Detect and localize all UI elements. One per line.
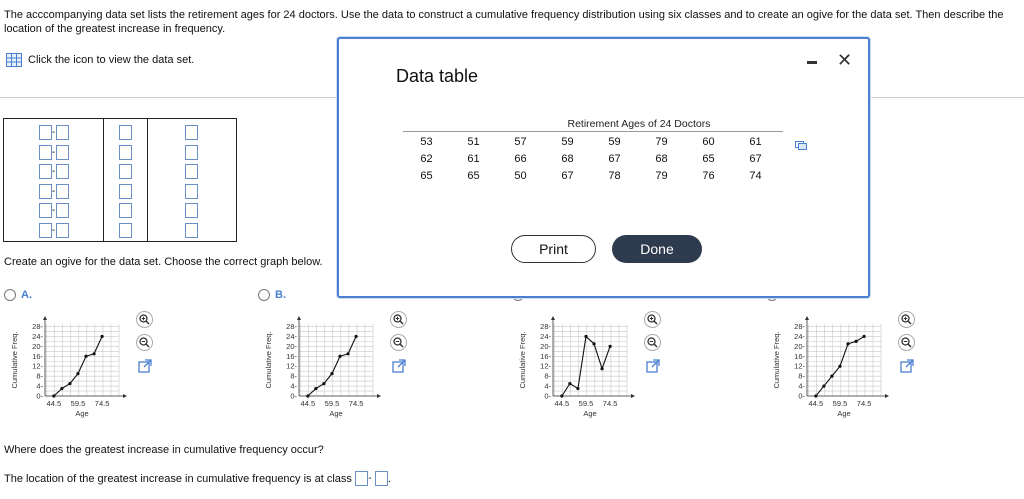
- data-cell: 65: [467, 170, 480, 182]
- x-tick-label: 44.5: [808, 399, 824, 408]
- question-text: The acccompanying data set lists the retirement ages for 24 doctors. Use the data to construct a cumulative frequency distribution using six classes and to create an ogive for the data set. Then describe the location of the greatest increase in frequency.: [4, 9, 1004, 35]
- dataset-link[interactable]: [6, 53, 194, 67]
- y-tick-label: 4-: [798, 381, 805, 391]
- ogive-graph-c: [516, 306, 636, 424]
- graph-d-tools: [898, 311, 915, 374]
- class-lower-input[interactable]: [39, 164, 52, 179]
- ogive-point: [330, 372, 333, 375]
- x-tick-label: 44.5: [300, 399, 316, 408]
- print-button[interactable]: Print: [511, 235, 596, 263]
- frequency-column: [104, 119, 148, 241]
- ogive-point: [92, 352, 95, 355]
- ogive-point: [838, 365, 841, 368]
- data-cell: 79: [655, 136, 668, 148]
- answer-prefix: The location of the greatest increase in cumulative frequency is at class: [4, 472, 352, 485]
- y-tick-label: 0-: [290, 391, 297, 401]
- ogive-point: [322, 382, 325, 385]
- class-dash: -: [51, 127, 56, 139]
- x-axis-arrow: [377, 394, 381, 398]
- y-tick-label: 8-: [798, 371, 805, 381]
- x-axis-arrow: [123, 394, 127, 398]
- x-tick-label: 44.5: [554, 399, 570, 408]
- x-tick-label: 59.5: [324, 399, 340, 408]
- minimize-icon[interactable]: [807, 61, 817, 64]
- zoom-in-icon[interactable]: [136, 311, 153, 328]
- data-cell: 60: [702, 136, 715, 148]
- ogive-point: [592, 342, 595, 345]
- graph-c-tools: [644, 311, 661, 374]
- y-tick-label: 4-: [290, 381, 297, 391]
- cumulative-frequency-input[interactable]: [185, 145, 198, 160]
- external-link-icon[interactable]: [898, 357, 915, 374]
- external-link-icon[interactable]: [136, 357, 153, 374]
- class-upper-input[interactable]: [56, 164, 69, 179]
- data-table: [403, 118, 783, 184]
- class-row: [39, 162, 69, 182]
- class-upper-input[interactable]: [56, 203, 69, 218]
- y-tick-label: 16-: [32, 351, 43, 361]
- y-tick-label: 24-: [286, 331, 297, 341]
- ogive-graph-d: [770, 306, 890, 424]
- cumulative-frequency-input[interactable]: [185, 223, 198, 238]
- frequency-input[interactable]: [119, 164, 132, 179]
- zoom-out-icon[interactable]: [644, 334, 661, 351]
- y-tick-label: 12-: [286, 361, 297, 371]
- y-tick-label: 24-: [540, 331, 551, 341]
- frequency-input[interactable]: [119, 184, 132, 199]
- class-upper-input[interactable]: [56, 223, 69, 238]
- graph-a-tools: [136, 311, 153, 374]
- class-upper-input[interactable]: [56, 125, 69, 140]
- x-tick-label: 59.5: [832, 399, 848, 408]
- ogive-point: [814, 394, 817, 397]
- ogive-point: [609, 345, 612, 348]
- y-axis-label: Cumulative Freq.: [518, 331, 527, 389]
- data-cell: 59: [608, 136, 621, 148]
- ogive-point: [306, 394, 309, 397]
- ogive-graph-b: [262, 306, 382, 424]
- x-tick-label: 74.5: [348, 399, 364, 408]
- ogive-point: [854, 340, 857, 343]
- y-tick-label: 12-: [32, 361, 43, 371]
- data-table-caption: Retirement Ages of 24 Doctors: [403, 118, 783, 132]
- cumulative-frequency-input[interactable]: [185, 184, 198, 199]
- data-grid: [403, 135, 783, 184]
- y-axis-arrow: [297, 316, 301, 320]
- class-row: [39, 221, 69, 241]
- y-axis-arrow: [43, 316, 47, 320]
- y-tick-label: 8-: [290, 371, 297, 381]
- data-cell: 74: [749, 170, 762, 182]
- y-axis-arrow: [805, 316, 809, 320]
- y-tick-label: 12-: [794, 361, 805, 371]
- answer-suffix: .: [387, 472, 391, 485]
- data-table-dialog: [337, 37, 870, 298]
- y-tick-label: 28-: [794, 321, 805, 331]
- data-cell: 61: [467, 153, 480, 165]
- data-cell: 53: [420, 136, 433, 148]
- ogive-point: [560, 394, 563, 397]
- zoom-in-icon[interactable]: [390, 311, 407, 328]
- external-link-icon[interactable]: [644, 357, 661, 374]
- y-tick-label: 16-: [540, 351, 551, 361]
- y-tick-label: 4-: [36, 381, 43, 391]
- class-lower-input[interactable]: [39, 203, 52, 218]
- ogive-graph-a: [8, 306, 128, 424]
- class-lower-input[interactable]: [39, 223, 52, 238]
- cumulative-frequency-input[interactable]: [185, 203, 198, 218]
- x-tick-label: 74.5: [94, 399, 110, 408]
- ogive-point: [830, 375, 833, 378]
- data-cell: 66: [514, 153, 527, 165]
- y-tick-label: 28-: [540, 321, 551, 331]
- data-cell: 65: [702, 153, 715, 165]
- x-axis-arrow: [885, 394, 889, 398]
- y-tick-label: 28-: [286, 321, 297, 331]
- class-dash: -: [51, 205, 56, 217]
- ogive-prompt: Create an ogive for the data set. Choose the correct graph below.: [4, 256, 323, 268]
- y-tick-label: 20-: [794, 341, 805, 351]
- class-dash: -: [51, 224, 56, 236]
- ogive-point: [101, 335, 104, 338]
- choice-b[interactable]: [258, 289, 286, 301]
- y-tick-label: 8-: [544, 371, 551, 381]
- y-tick-label: 20-: [286, 341, 297, 351]
- table-icon[interactable]: [6, 53, 22, 67]
- question-2: Where does the greatest increase in cumulative frequency occur?: [4, 444, 324, 456]
- class-lower-input[interactable]: [39, 145, 52, 160]
- y-tick-label: 20-: [540, 341, 551, 351]
- data-cell: 76: [702, 170, 715, 182]
- frequency-input[interactable]: [119, 223, 132, 238]
- done-button[interactable]: Done: [612, 235, 702, 263]
- class-row: [39, 201, 69, 221]
- ogive-point: [863, 335, 866, 338]
- cumulative-frequency-input[interactable]: [185, 125, 198, 140]
- y-tick-label: 12-: [540, 361, 551, 371]
- y-tick-label: 0-: [544, 391, 551, 401]
- ogive-point: [584, 335, 587, 338]
- zoom-out-icon[interactable]: [390, 334, 407, 351]
- data-cell: 51: [467, 136, 480, 148]
- y-axis-label: Cumulative Freq.: [10, 331, 19, 389]
- x-axis-label: Age: [837, 409, 851, 418]
- zoom-out-icon[interactable]: [136, 334, 153, 351]
- data-cell: 68: [561, 153, 574, 165]
- radio-a[interactable]: [4, 289, 16, 301]
- data-cell: 61: [749, 136, 762, 148]
- x-tick-label: 59.5: [70, 399, 86, 408]
- frequency-input[interactable]: [119, 145, 132, 160]
- y-axis-label: Cumulative Freq.: [264, 331, 273, 389]
- class-column: [4, 119, 104, 241]
- graph-b-tools: [390, 311, 407, 374]
- class-dash: -: [51, 166, 56, 178]
- class-upper-input[interactable]: [56, 145, 69, 160]
- answer-line: [4, 471, 391, 486]
- ogive-point: [346, 352, 349, 355]
- x-axis-label: Age: [75, 409, 89, 418]
- cumulative-frequency-column: [148, 119, 235, 241]
- y-tick-label: 8-: [36, 371, 43, 381]
- y-tick-label: 0-: [36, 391, 43, 401]
- choice-a-letter: A.: [21, 289, 32, 301]
- class-dash: -: [51, 146, 56, 158]
- ogive-point: [822, 384, 825, 387]
- frequency-input[interactable]: [119, 203, 132, 218]
- ogive-point: [84, 355, 87, 358]
- radio-b[interactable]: [258, 289, 270, 301]
- class-upper-input[interactable]: [56, 184, 69, 199]
- data-cell: 78: [608, 170, 621, 182]
- data-cell: 67: [608, 153, 621, 165]
- close-icon[interactable]: ✕: [837, 50, 853, 70]
- choice-a[interactable]: [4, 289, 32, 301]
- ogive-point: [568, 382, 571, 385]
- external-link-icon[interactable]: [390, 357, 407, 374]
- ogive-point: [600, 367, 603, 370]
- zoom-in-icon[interactable]: [644, 311, 661, 328]
- data-cell: 57: [514, 136, 527, 148]
- ogive-point: [60, 387, 63, 390]
- y-axis-label: Cumulative Freq.: [772, 331, 781, 389]
- dataset-link-label[interactable]: Click the icon to view the data set.: [28, 54, 195, 66]
- ogive-point: [576, 387, 579, 390]
- answer-dash: -: [368, 473, 372, 484]
- choice-b-letter: B.: [275, 289, 286, 301]
- class-lower-input[interactable]: [39, 184, 52, 199]
- ogive-point: [68, 382, 71, 385]
- y-tick-label: 4-: [544, 381, 551, 391]
- y-axis-arrow: [551, 316, 555, 320]
- x-tick-label: 74.5: [602, 399, 618, 408]
- data-cell: 79: [655, 170, 668, 182]
- cumulative-frequency-input[interactable]: [185, 164, 198, 179]
- answer-class-upper-input[interactable]: [375, 471, 388, 486]
- y-tick-label: 0-: [798, 391, 805, 401]
- frequency-input[interactable]: [119, 125, 132, 140]
- x-axis-arrow: [631, 394, 635, 398]
- copy-icon[interactable]: [795, 139, 807, 151]
- dialog-title: Data table: [396, 66, 479, 86]
- class-row: [39, 123, 69, 143]
- y-tick-label: 28-: [32, 321, 43, 331]
- data-cell: 50: [514, 170, 527, 182]
- y-tick-label: 24-: [794, 331, 805, 341]
- zoom-in-icon[interactable]: [898, 311, 915, 328]
- ogive-point: [52, 394, 55, 397]
- data-cell: 67: [749, 153, 762, 165]
- data-cell: 59: [561, 136, 574, 148]
- data-cell: 67: [561, 170, 574, 182]
- data-cell: 68: [655, 153, 668, 165]
- ogive-point: [355, 335, 358, 338]
- class-row: [39, 182, 69, 202]
- ogive-point: [314, 387, 317, 390]
- class-dash: -: [51, 185, 56, 197]
- class-row: [39, 143, 69, 163]
- y-tick-label: 16-: [794, 351, 805, 361]
- y-tick-label: 16-: [286, 351, 297, 361]
- answer-class-lower-input[interactable]: [355, 471, 368, 486]
- ogive-point: [76, 372, 79, 375]
- y-tick-label: 24-: [32, 331, 43, 341]
- frequency-table: [3, 118, 237, 242]
- x-axis-label: Age: [329, 409, 343, 418]
- x-axis-label: Age: [583, 409, 597, 418]
- data-cell: 62: [420, 153, 433, 165]
- y-tick-label: 20-: [32, 341, 43, 351]
- zoom-out-icon[interactable]: [898, 334, 915, 351]
- x-tick-label: 74.5: [856, 399, 872, 408]
- ogive-point: [846, 342, 849, 345]
- x-tick-label: 44.5: [46, 399, 62, 408]
- ogive-point: [338, 355, 341, 358]
- class-lower-input[interactable]: [39, 125, 52, 140]
- data-cell: 65: [420, 170, 433, 182]
- x-tick-label: 59.5: [578, 399, 594, 408]
